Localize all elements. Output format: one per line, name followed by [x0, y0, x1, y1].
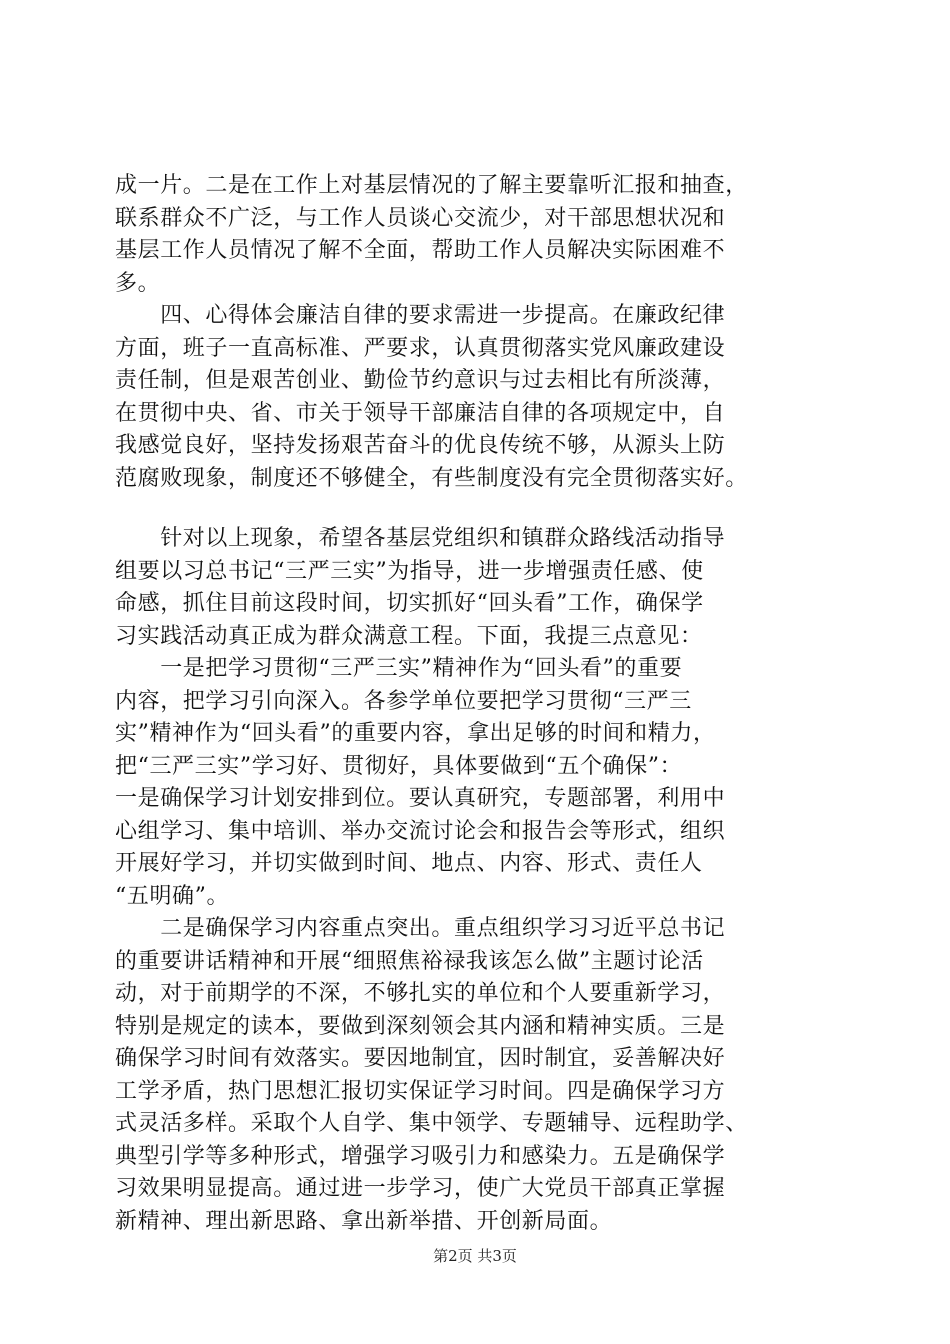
text-line: 特别是规定的读本，要做到深刻领会其内涵和精神实质。三是: [115, 1013, 726, 1039]
text-line: 在贯彻中央、省、市关于领导干部廉洁自律的各项规定中，自: [115, 400, 726, 426]
text-line: 把“三严三实”学习好、贯彻好，具体要做到“五个确保”：: [115, 753, 683, 779]
text-line: 多。: [115, 270, 161, 296]
text-line: 成一片。二是在工作上对基层情况的了解主要靠听汇报和抽查，: [115, 173, 748, 198]
text-line: 式灵活多样。采取个人自学、集中领学、专题辅导、远程助学、: [115, 1111, 748, 1136]
text-line: 确保学习时间有效落实。要因地制宜，因时制宜，妥善解决好: [115, 1046, 726, 1071]
text-line: 习实践活动真正成为群众满意工程。下面，我提三点意见：: [115, 623, 703, 649]
text-line: 典型引学等多种形式，增强学习吸引力和感染力。五是确保学: [115, 1143, 726, 1169]
paragraph-gap: [115, 495, 835, 523]
document-body: [115, 170, 835, 1238]
text-line: 责任制，但是艰苦创业、勤俭节约意识与过去相比有所淡薄，: [115, 368, 726, 393]
text-line: 联系群众不广泛，与工作人员谈心交流少，对干部思想状况和: [115, 205, 726, 231]
text-line: 实”精神作为“回头看”的重要内容，拿出足够的时间和精力，: [115, 721, 716, 746]
text-line: 一是把学习贯彻“三严三实”精神作为“回头看”的重要: [115, 656, 683, 681]
page-number-label: 第2页 共3页: [433, 1247, 517, 1265]
text-line: 针对以上现象，希望各基层党组织和镇群众路线活动指导: [115, 526, 726, 551]
text-line: 命感，抓住目前这段时间，切实抓好“回头看”工作，确保学: [115, 591, 704, 616]
text-line: 开展好学习，并切实做到时间、地点、内容、形式、责任人: [115, 851, 703, 876]
text-line: 组要以习总书记“三严三实”为指导，进一步增强责任感、使: [115, 558, 704, 584]
text-line: 内容，把学习引向深入。各参学单位要把学习贯彻“三严三: [115, 688, 692, 714]
paragraph-block-1: [115, 170, 835, 495]
text-line: 二是确保学习内容重点突出。重点组织学习习近平总书记: [115, 916, 726, 941]
text-line: 新精神、理出新思路、拿出新举措、开创新局面。: [115, 1208, 613, 1234]
text-line: 基层工作人员情况了解不全面，帮助工作人员解决实际困难不: [115, 238, 726, 263]
text-line: 工学矛盾，热门思想汇报切实保证学习时间。四是确保学习方: [115, 1078, 726, 1104]
text-line: 心组学习、集中培训、举办交流讨论会和报告会等形式，组织: [115, 818, 726, 844]
text-line: 动，对于前期学的不深，不够扎实的单位和个人要重新学习，: [115, 981, 726, 1006]
paragraph-block-2: [115, 523, 835, 1238]
text-line: 四、心得体会廉洁自律的要求需进一步提高。在廉政纪律: [115, 303, 726, 328]
text-line: 方面，班子一直高标准、严要求，认真贯彻落实党风廉政建设: [115, 335, 726, 361]
text-line: 我感觉良好，坚持发扬艰苦奋斗的优良传统不够，从源头上防: [115, 433, 726, 458]
text-line: “五明确”。: [115, 883, 230, 909]
text-line: 的重要讲话精神和开展“细照焦裕禄我该怎么做”主题讨论活: [115, 948, 704, 974]
page-footer: [0, 1245, 950, 1266]
text-line: 习效果明显提高。通过进一步学习，使广大党员干部真正掌握: [115, 1176, 726, 1201]
text-line: 范腐败现象，制度还不够健全，有些制度没有完全贯彻落实好。: [115, 465, 748, 491]
text-line: 一是确保学习计划安排到位。要认真研究，专题部署，利用中: [115, 786, 726, 811]
